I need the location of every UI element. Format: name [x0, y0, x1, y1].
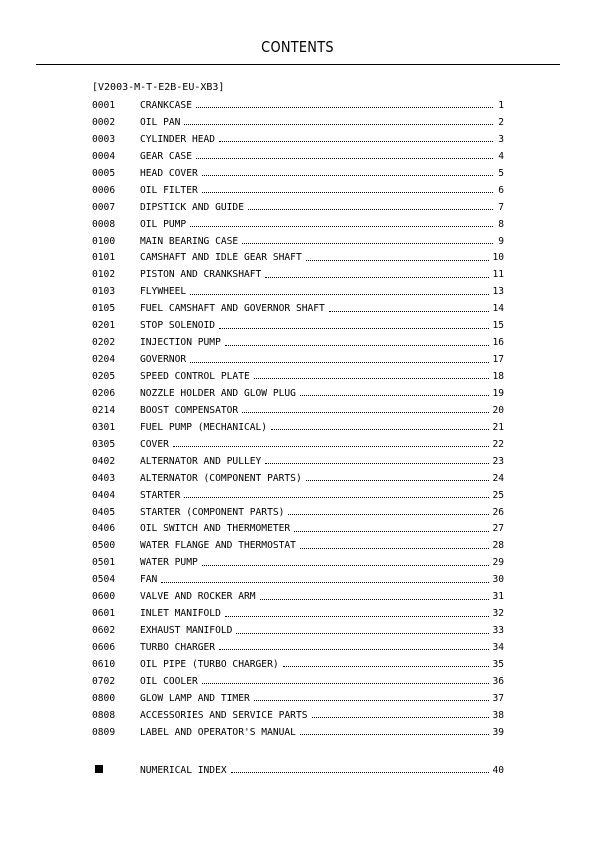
- toc-entry[interactable]: [92, 370, 504, 387]
- toc-entry-code: 0301: [92, 421, 116, 433]
- toc-entry-title: SPEED CONTROL PLATE: [140, 371, 250, 382]
- toc-entry[interactable]: [92, 387, 504, 404]
- toc-entry[interactable]: [92, 116, 504, 133]
- numerical-index-row[interactable]: [92, 764, 504, 781]
- toc-entry[interactable]: [92, 472, 504, 489]
- toc-entry-title: FUEL PUMP (MECHANICAL): [140, 421, 268, 433]
- toc-entry-title: WATER FLANGE AND THERMOSTAT: [140, 540, 296, 552]
- toc-entry-code: 0008: [92, 218, 116, 230]
- dot-leader: [184, 492, 489, 502]
- dot-leader: [242, 407, 489, 417]
- toc-entry-code: 0003: [92, 133, 116, 145]
- index-page-number: 40: [492, 765, 504, 776]
- dot-leader: [202, 170, 493, 180]
- toc-entry-title: LABEL AND OPERATOR'S MANUAL: [140, 726, 296, 738]
- toc-entry-page-number: 30: [492, 574, 504, 586]
- dot-leader: [248, 204, 493, 214]
- toc-entry-title: HEAD COVER: [140, 167, 198, 179]
- toc-entry-title: NOZZLE HOLDER AND GLOW PLUG: [140, 387, 296, 399]
- toc-entry-title: OIL SWITCH AND THERMOMETER: [140, 523, 291, 535]
- dot-leader: [306, 475, 490, 485]
- dot-leader: [265, 272, 489, 282]
- toc-entry[interactable]: [92, 556, 504, 573]
- toc-entry[interactable]: [92, 268, 504, 285]
- toc-entry[interactable]: [92, 726, 504, 743]
- toc-entry-code: 0606: [92, 642, 116, 653]
- toc-entry-title: MAIN BEARING CASE: [140, 235, 239, 247]
- toc-entry-code: 0202: [92, 337, 116, 349]
- toc-entry-page-number: 22: [492, 438, 504, 450]
- toc-entry[interactable]: [92, 607, 504, 624]
- toc-entry-page-number: 7: [498, 201, 504, 213]
- toc-entry-page-number: 28: [492, 540, 504, 552]
- toc-entry-title: OIL COOLER: [140, 675, 198, 687]
- model-code: [V2003-M-T-E2B-EU-XB3]: [92, 82, 225, 93]
- toc-entry-page-number: 39: [492, 726, 504, 738]
- black-square-icon: [92, 764, 140, 777]
- toc-entry-page-number: 18: [492, 371, 504, 382]
- toc-entry-page-number: 15: [492, 320, 504, 332]
- dot-leader: [202, 678, 490, 688]
- toc-entry-code: 0002: [92, 116, 116, 128]
- toc-entry-code: 0305: [92, 438, 116, 450]
- toc-entry[interactable]: [92, 455, 504, 472]
- dot-leader: [190, 221, 493, 231]
- toc-entry-code: 0100: [92, 235, 116, 247]
- toc-entry-page-number: 3: [498, 133, 504, 145]
- toc-entry[interactable]: [92, 302, 504, 319]
- toc-entry[interactable]: [92, 353, 504, 370]
- dot-leader: [219, 323, 489, 333]
- dot-leader: [265, 458, 489, 468]
- toc-entry-page-number: 34: [492, 642, 504, 653]
- toc-entry-title: GLOW LAMP AND TIMER: [140, 692, 250, 704]
- toc-entry-page-number: 9: [498, 235, 504, 247]
- toc-entry[interactable]: [92, 709, 504, 726]
- toc-entry[interactable]: [92, 235, 504, 252]
- toc-entry-page-number: 33: [492, 625, 504, 637]
- toc-entry[interactable]: [92, 438, 504, 455]
- toc-entry-page-number: 1: [498, 100, 504, 111]
- toc-entry-code: 0601: [92, 608, 116, 620]
- dot-leader: [184, 119, 493, 129]
- toc-list: [92, 99, 504, 743]
- dot-leader: [202, 560, 490, 570]
- toc-entry-title: OIL PIPE (TURBO CHARGER): [140, 658, 279, 670]
- toc-entry-page-number: 32: [492, 608, 504, 620]
- dot-leader: [294, 526, 489, 536]
- toc-entry-title: FUEL CAMSHAFT AND GOVERNOR SHAFT: [140, 303, 325, 315]
- toc-entry-code: 0405: [92, 506, 116, 518]
- dot-leader: [196, 102, 493, 112]
- toc-entry-code: 0602: [92, 625, 116, 637]
- dot-leader: [196, 153, 493, 163]
- toc-entry-title: ALTERNATOR (COMPONENT PARTS): [140, 472, 302, 484]
- toc-entry-code: 0501: [92, 557, 116, 569]
- toc-entry-page-number: 29: [492, 557, 504, 569]
- toc-entry-title: FLYWHEEL: [140, 286, 187, 298]
- toc-entry-code: 0001: [92, 100, 116, 111]
- toc-entry[interactable]: [92, 218, 504, 235]
- toc-entry-title: OIL PAN: [140, 116, 181, 128]
- toc-entry-title: WATER PUMP: [140, 557, 198, 569]
- dot-leader: [260, 594, 490, 604]
- toc-entry[interactable]: [92, 675, 504, 692]
- toc-entry-title: GOVERNOR: [140, 354, 187, 366]
- toc-entry-code: 0005: [92, 167, 116, 179]
- toc-entry-title: OIL FILTER: [140, 184, 198, 196]
- toc-entry[interactable]: [92, 99, 504, 116]
- toc-entry-code: 0205: [92, 371, 116, 382]
- toc-entry-title: COVER: [140, 438, 169, 450]
- toc-entry[interactable]: [92, 658, 504, 675]
- toc-entry[interactable]: [92, 133, 504, 150]
- toc-entry-title: CYLINDER HEAD: [140, 133, 216, 145]
- toc-entry-title: OIL PUMP: [140, 218, 187, 230]
- dot-leader: [283, 661, 490, 671]
- toc-entry-code: 0101: [92, 252, 116, 264]
- dot-leader: [300, 729, 489, 739]
- toc-entry-title: TURBO CHARGER: [140, 642, 216, 653]
- toc-entry[interactable]: [92, 421, 504, 438]
- toc-entry-title: BOOST COMPENSATOR: [140, 404, 239, 416]
- dot-leader: [306, 255, 490, 265]
- toc-entry-code: 0004: [92, 150, 116, 162]
- toc-entry[interactable]: [92, 150, 504, 167]
- toc-entry[interactable]: [92, 404, 504, 421]
- dot-leader: [190, 357, 489, 367]
- toc-entry-code: 0404: [92, 489, 116, 501]
- toc-entry-page-number: 5: [498, 167, 504, 179]
- toc-entry-code: 0204: [92, 354, 116, 366]
- dot-leader: [312, 712, 490, 722]
- dot-leader: [202, 187, 493, 197]
- toc-entry-code: 0500: [92, 540, 116, 552]
- toc-entry-page-number: 35: [492, 658, 504, 670]
- toc-entry-title: INJECTION PUMP: [140, 337, 221, 349]
- toc-entry-page-number: 26: [492, 506, 504, 518]
- toc-entry-code: 0402: [92, 455, 116, 467]
- toc-entry-page-number: 19: [492, 387, 504, 399]
- toc-entry-title: INLET MANIFOLD: [140, 608, 221, 620]
- dot-leader: [173, 441, 490, 451]
- toc-entry-page-number: 23: [492, 455, 504, 467]
- title-divider: [36, 64, 560, 65]
- toc-entry[interactable]: [92, 167, 504, 184]
- toc-entry-code: 0403: [92, 472, 116, 484]
- dot-leader: [219, 136, 493, 146]
- toc-entry-title: CRANKCASE: [140, 100, 192, 111]
- toc-entry-title: EXHAUST MANIFOLD: [140, 625, 233, 637]
- toc-entry-code: 0214: [92, 404, 116, 416]
- toc-entry[interactable]: [92, 201, 504, 218]
- toc-entry[interactable]: [92, 641, 504, 658]
- toc-entry[interactable]: [92, 590, 504, 607]
- toc-entry-title: CAMSHAFT AND IDLE GEAR SHAFT: [140, 252, 302, 264]
- dot-leader: [288, 509, 489, 519]
- toc-entry-page-number: 8: [498, 218, 504, 230]
- toc-entry-code: 0600: [92, 591, 116, 603]
- dot-leader: [190, 289, 489, 299]
- dot-leader: [254, 373, 490, 383]
- toc-entry-page-number: 24: [492, 472, 504, 484]
- toc-entry-page-number: 38: [492, 709, 504, 721]
- toc-entry-title: ACCESSORIES AND SERVICE PARTS: [140, 709, 308, 721]
- toc-entry-title: PISTON AND CRANKSHAFT: [140, 269, 262, 281]
- toc-entry-code: 0808: [92, 709, 116, 721]
- toc-entry-code: 0504: [92, 574, 116, 586]
- toc-entry-code: 0702: [92, 675, 116, 687]
- dot-leader: [271, 424, 489, 434]
- toc-entry-code: 0102: [92, 269, 116, 281]
- toc-entry[interactable]: [92, 506, 504, 523]
- toc-entry-title: VALVE AND ROCKER ARM: [140, 591, 256, 603]
- toc-entry-page-number: 13: [492, 286, 504, 298]
- dot-leader: [219, 644, 489, 654]
- toc-entry-code: 0105: [92, 303, 116, 315]
- dot-leader: [254, 695, 490, 705]
- toc-entry-title: GEAR CASE: [140, 150, 192, 162]
- dot-leader: [300, 543, 489, 553]
- toc-entry-page-number: 37: [492, 692, 504, 704]
- dot-leader: [300, 390, 489, 400]
- dot-leader: [329, 306, 490, 316]
- toc-entry[interactable]: [92, 522, 504, 539]
- toc-entry-page-number: 11: [492, 269, 504, 281]
- toc-entry[interactable]: [92, 624, 504, 641]
- toc-entry-code: 0809: [92, 726, 116, 738]
- page-title: CONTENTS: [261, 38, 334, 56]
- toc-entry[interactable]: [92, 251, 504, 268]
- toc-entry-code: 0800: [92, 692, 116, 704]
- dot-leader: [242, 238, 493, 248]
- dot-leader: [225, 340, 490, 350]
- toc-entry-page-number: 4: [498, 150, 504, 162]
- toc-entry[interactable]: [92, 319, 504, 336]
- toc-entry-code: 0006: [92, 184, 116, 196]
- index-title: NUMERICAL INDEX: [140, 765, 227, 776]
- toc-entry-title: FAN: [140, 574, 158, 586]
- toc-entry[interactable]: [92, 336, 504, 353]
- toc-entry-page-number: 36: [492, 675, 504, 687]
- toc-entry[interactable]: [92, 285, 504, 302]
- toc-entry-page-number: 27: [492, 523, 504, 535]
- toc-entry-title: STOP SOLENOID: [140, 320, 216, 332]
- toc-entry-code: 0206: [92, 387, 116, 399]
- toc-entry-page-number: 31: [492, 591, 504, 603]
- toc-entry[interactable]: [92, 184, 504, 201]
- dot-leader: [225, 611, 490, 621]
- toc-entry-page-number: 25: [492, 489, 504, 501]
- toc-entry-page-number: 16: [492, 337, 504, 349]
- toc-entry[interactable]: [92, 539, 504, 556]
- toc-entry-page-number: 14: [492, 303, 504, 315]
- toc-entry-title: DIPSTICK AND GUIDE: [140, 201, 244, 213]
- toc-entry-code: 0007: [92, 201, 116, 213]
- dot-leader: [236, 628, 489, 638]
- toc-entry-code: 0103: [92, 286, 116, 298]
- toc-entry[interactable]: [92, 573, 504, 590]
- toc-entry-code: 0610: [92, 658, 116, 670]
- toc-entry-title: ALTERNATOR AND PULLEY: [140, 455, 262, 467]
- dot-leader: [231, 767, 490, 777]
- toc-entry-code: 0406: [92, 523, 116, 535]
- toc-entry-page-number: 21: [492, 421, 504, 433]
- toc-entry-title: STARTER: [140, 489, 181, 501]
- toc-entry-page-number: 17: [492, 354, 504, 366]
- toc-entry[interactable]: [92, 489, 504, 506]
- toc-entry-page-number: 2: [498, 116, 504, 128]
- toc-entry[interactable]: [92, 692, 504, 709]
- toc-entry-page-number: 10: [492, 252, 504, 264]
- toc-entry-code: 0201: [92, 320, 116, 332]
- dot-leader: [161, 577, 489, 587]
- toc-entry-title: STARTER (COMPONENT PARTS): [140, 506, 285, 518]
- toc-entry-page-number: 6: [498, 184, 504, 196]
- toc-entry-page-number: 20: [492, 404, 504, 416]
